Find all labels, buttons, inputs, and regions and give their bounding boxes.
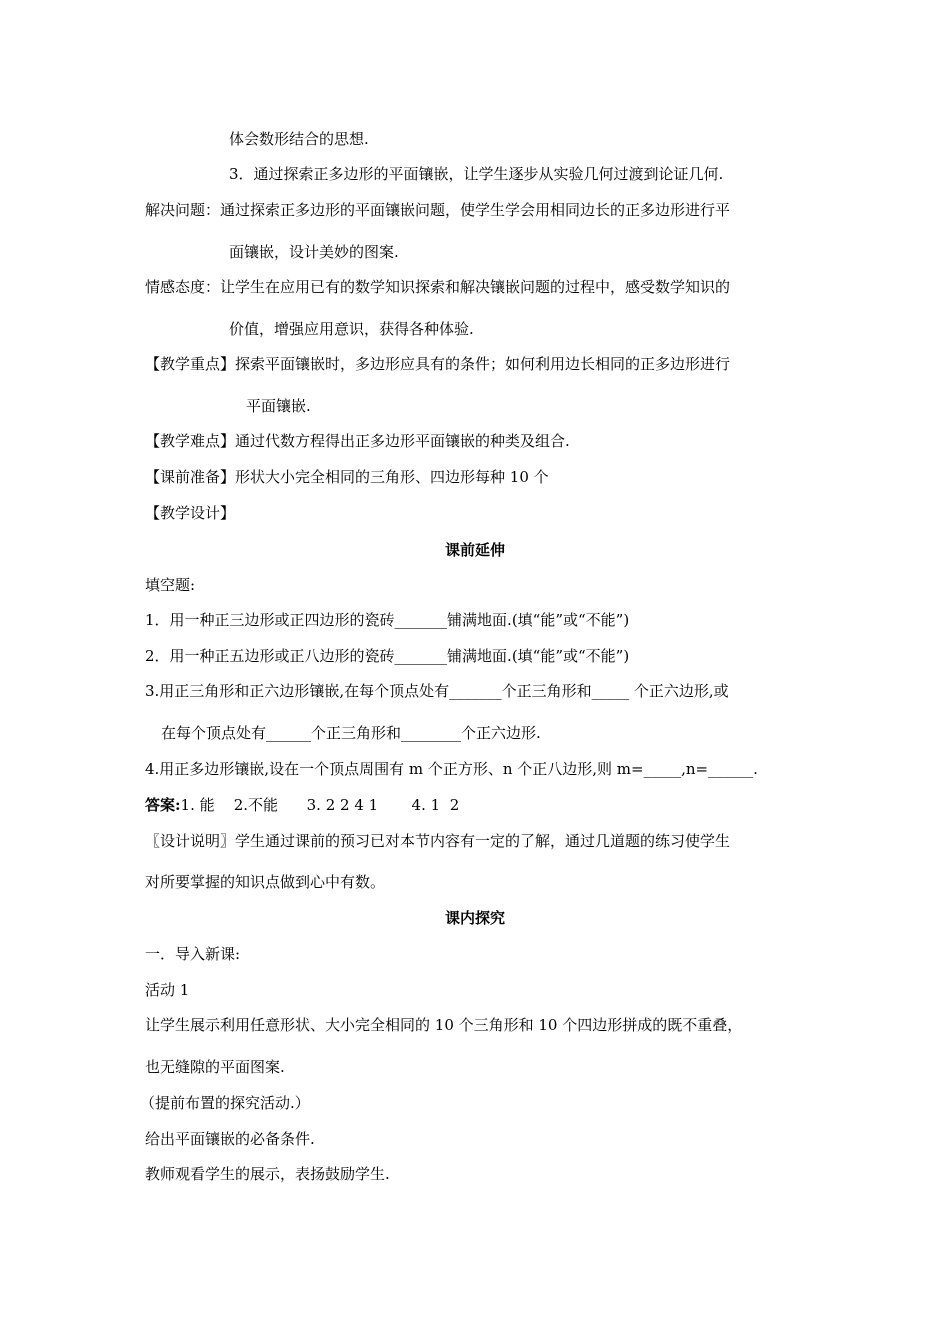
- section-heading-pre-class: 课前延伸: [444, 541, 505, 559]
- activity-1-text: 让学生展示利用任意形状、大小完全相同的 10 个三角形和 10 个四边形拼成的既不重叠，: [145, 1016, 743, 1034]
- intro-new-lesson: 一．导入新课:: [145, 945, 241, 963]
- teaching-difficulty-line: 【教学难点】通过代数方程得出正多边形平面镶嵌的种类及组合.: [145, 432, 570, 450]
- answers-label: 答案:: [145, 796, 181, 814]
- objective-line: 体会数形结合的思想.: [229, 130, 369, 148]
- question-4: 4.用正多边形镶嵌,设在一个顶点周围有 m 个正方形、n 个正八边形,则 m=_____,n=______.: [145, 760, 758, 778]
- section-heading-in-class: 课内探究: [444, 909, 505, 927]
- question-3: 3.用正三角形和正六边形镶嵌,在每个顶点处有_______个正三角形和_____ 个正六边形,或: [145, 682, 729, 700]
- answers-line: [145, 795, 459, 815]
- teacher-observe-line: 教师观看学生的展示，表扬鼓励学生.: [145, 1165, 390, 1183]
- question-1: 1．用一种正三边形或正四边形的瓷砖_______铺满地面.(填“能”或“不能”): [145, 611, 630, 629]
- problem-solving-line: 解决问题：通过探索正多边形的平面镶嵌问题，使学生学会用相同边长的正多边形进行平: [145, 201, 731, 219]
- teaching-focus-line: 【教学重点】探索平面镶嵌时，多边形应具有的条件；如何利用边长相同的正多边形进行: [145, 355, 731, 373]
- question-2: 2．用一种正五边形或正八边形的瓷砖_______铺满地面.(填“能”或“不能”): [145, 647, 630, 665]
- attitude-line: 情感态度：让学生在应用已有的数学知识探索和解决镶嵌问题的过程中，感受数学知识的: [145, 278, 731, 296]
- teaching-design-heading: 【教学设计】: [145, 504, 236, 522]
- design-note-cont-line: 对所要掌握的知识点做到心中有数。: [145, 873, 386, 891]
- necessary-condition-line: 给出平面镶嵌的必备条件.: [145, 1130, 315, 1148]
- design-note-line: 〖设计说明〗学生通过课前的预习已对本节内容有一定的了解，通过几道题的练习使学生: [145, 832, 731, 850]
- question-3-cont: 在每个顶点处有______个正三角形和________个正六边形.: [161, 724, 541, 742]
- attitude-cont-line: 价值，增强应用意识，获得各种体验.: [229, 320, 474, 338]
- problem-solving-cont-line: 面镶嵌，设计美妙的图案.: [229, 243, 399, 261]
- teaching-focus-cont-line: 平面镶嵌.: [246, 397, 311, 415]
- preparation-line: 【课前准备】形状大小完全相同的三角形、四边形每种 10 个: [145, 468, 549, 486]
- objective-3-line: 3．通过探索正多边形的平面镶嵌，让学生逐步从实验几何过渡到论证几何.: [229, 165, 724, 183]
- fill-blank-heading: 填空题:: [145, 576, 196, 594]
- answers-text: 1. 能 2.不能 3. 2 2 4 1 4. 1 2: [180, 796, 460, 814]
- activity-1-text-cont: 也无缝隙的平面图案.: [145, 1058, 285, 1076]
- activity-note: （提前布置的探究活动.）: [140, 1094, 310, 1112]
- activity-1-heading: 活动 1: [145, 981, 190, 999]
